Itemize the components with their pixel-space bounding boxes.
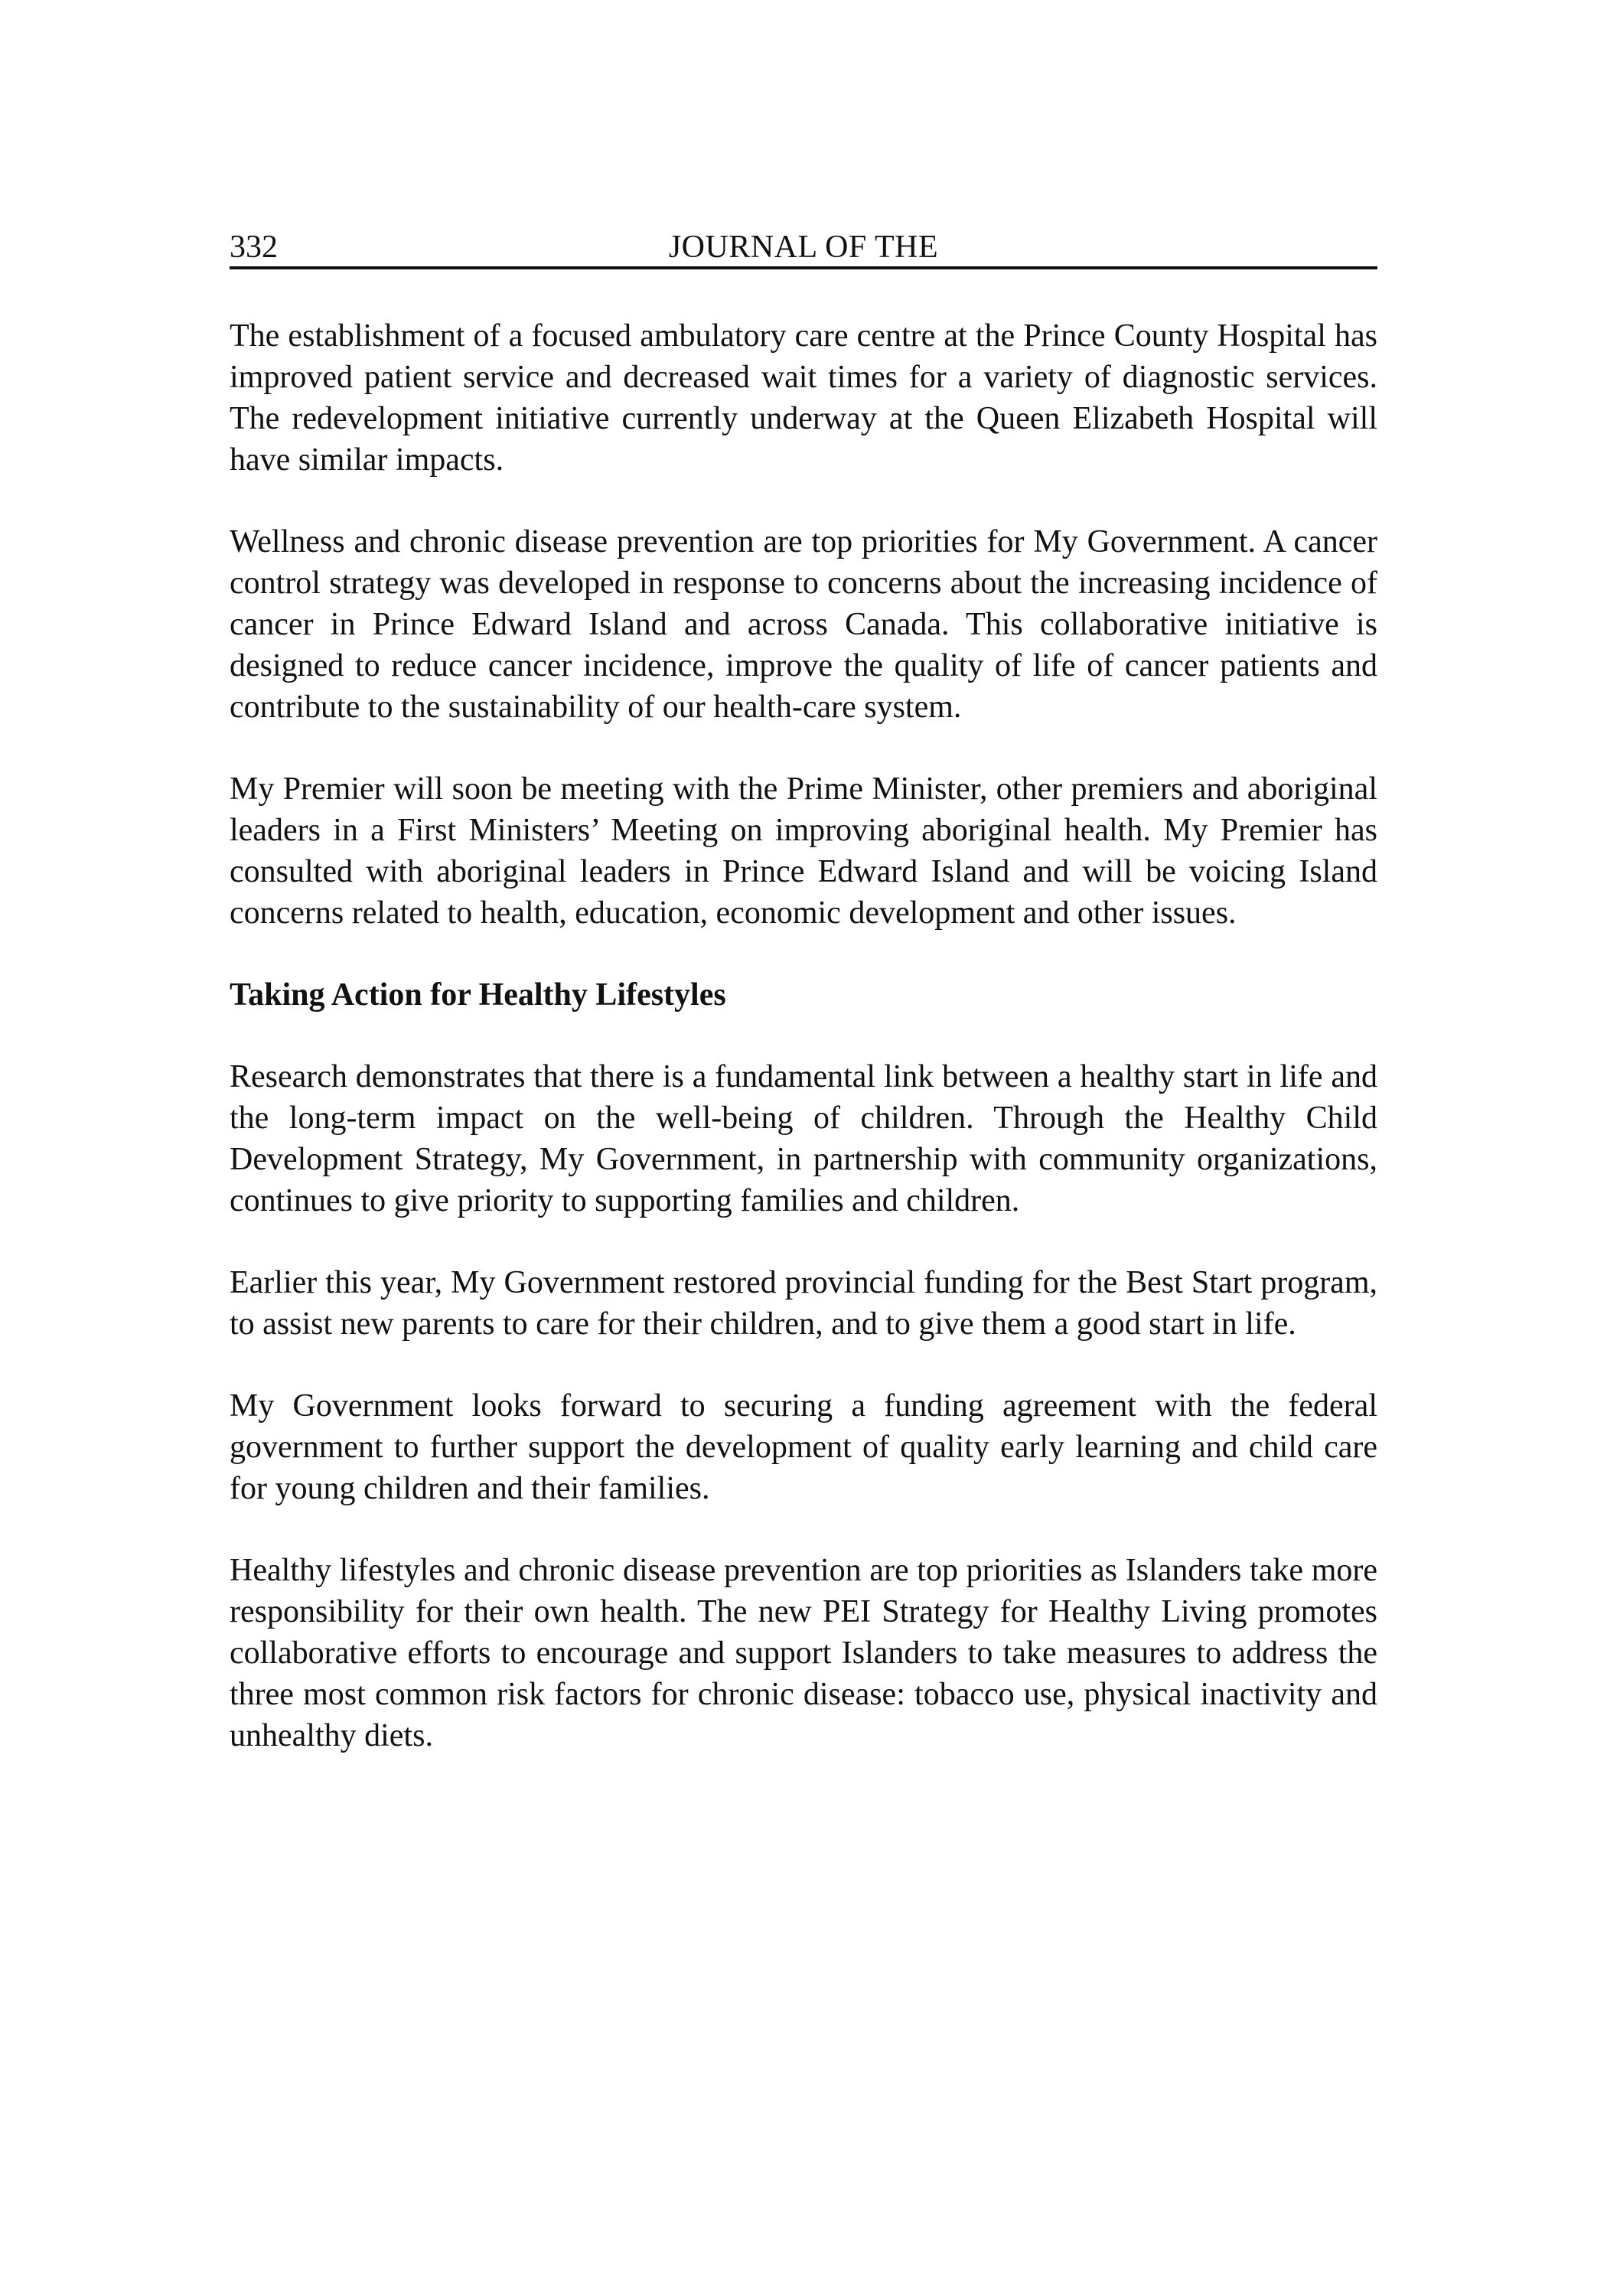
paragraph-healthy-living: Healthy lifestyles and chronic disease prevention are top priorities as Islanders take more responsibility for their own health. The new PEI Strategy for Healthy Living promotes collaborative efforts to encourage and support Islanders to take measures to address the three most common risk factors for chronic disease: tobacco use, physical inactivity and unhealthy diets.: [230, 1553, 1377, 1753]
paragraph-ambulatory-care: The establishment of a focused ambulatory care centre at the Prince County Hospital has improved patient service and decreased wait times for a variety of diagnostic services. The redevelopment initiative currently underway at the Queen Elizabeth Hospital will have similar impacts.: [230, 318, 1377, 478]
document-page: [230, 228, 1377, 1797]
section-heading: Taking Action for Healthy Lifestyles: [230, 977, 726, 1013]
paragraph-healthy-start: Research demonstrates that there is a fundamental link between a healthy start in life and the long-term impact on the well-being of children. Through the Healthy Child Development Strategy, My Government, in partnership with community organizations, continues to give priority to supporting families and children.: [230, 1059, 1377, 1218]
running-head: JOURNAL OF THE: [668, 230, 939, 265]
paragraph-funding-agreement: My Government looks forward to securing a funding agreement with the federal government to further support the development of quality early learning and child care for young children and their families.: [230, 1388, 1377, 1506]
paragraph-aboriginal-health: My Premier will soon be meeting with the Prime Minister, other premiers and aboriginal leaders in a First Ministers’ Meeting on improving aboriginal health. My Premier has consulted with aboriginal leaders in Prince Edward Island and will be voicing Island concerns related to health, education, economic development and other issues.: [230, 771, 1377, 931]
body-text: [230, 269, 1377, 1756]
paragraph-best-start: Earlier this year, My Government restored provincial funding for the Best Start program, to assist new parents to care for their children, and to give them a good start in life.: [230, 1265, 1377, 1342]
paragraph-wellness-cancer: Wellness and chronic disease prevention are top priorities for My Government. A cancer control strategy was developed in response to concerns about the increasing incidence of cancer in Prince Edward Island and across Canada. This collaborative initiative is designed to reduce cancer incidence, improve the quality of life of cancer patients and contribute to the sustainability of our health-care system.: [230, 524, 1377, 725]
page-header: [230, 228, 1377, 269]
page-number: 332: [230, 230, 278, 265]
